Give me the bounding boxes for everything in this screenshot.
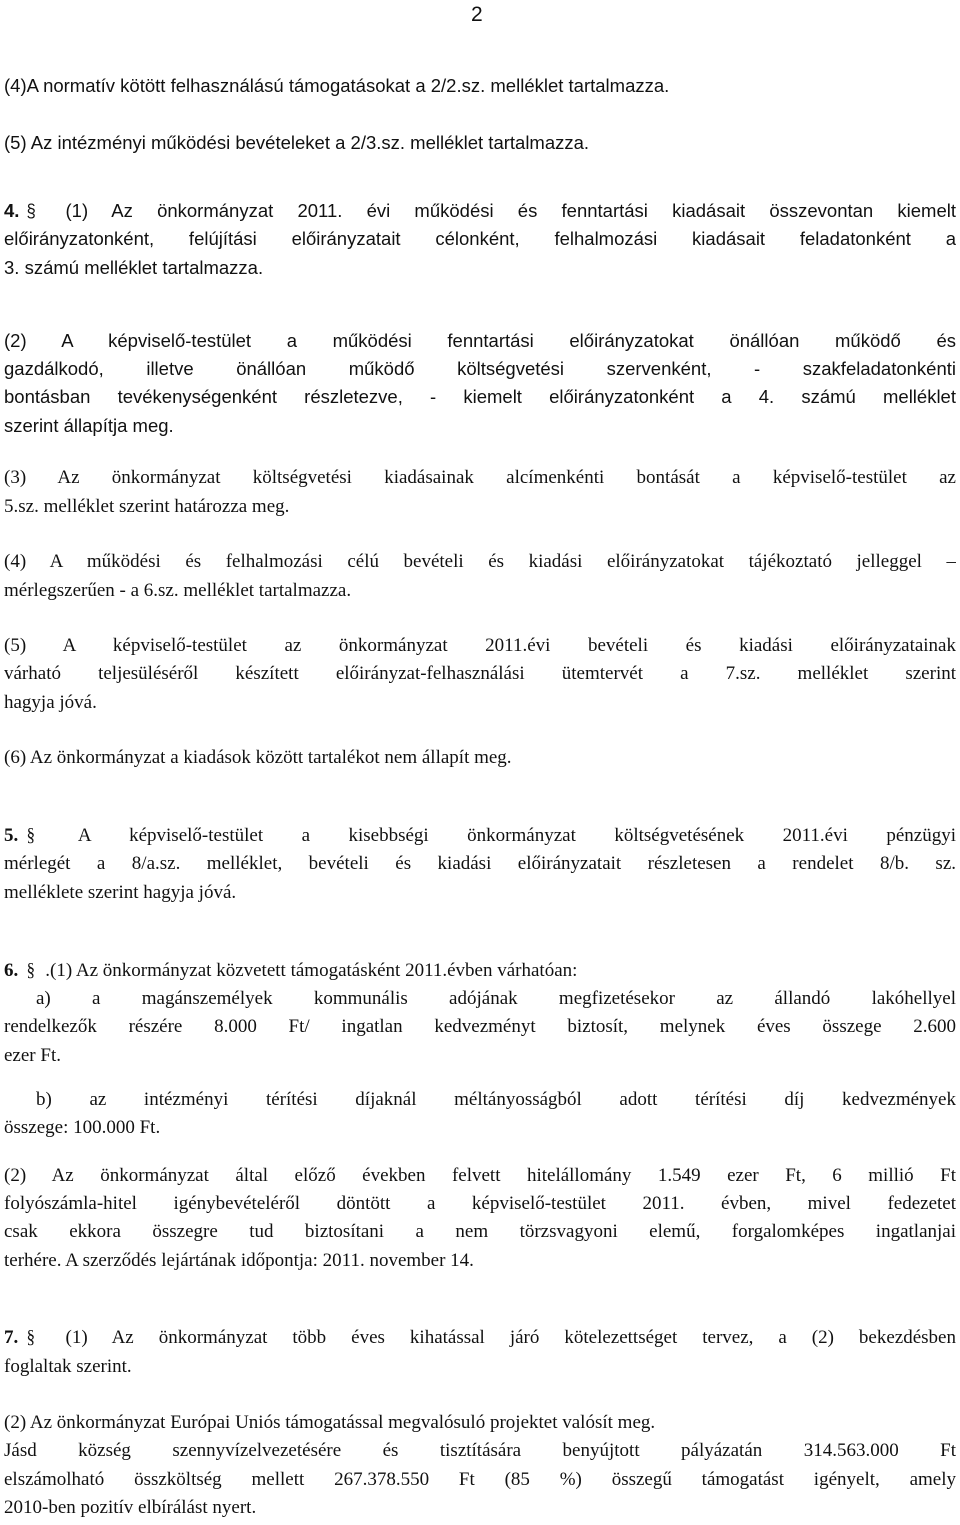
text-line bbox=[4, 1495, 956, 1521]
line-text: melléklete szerint hagyja jóvá. bbox=[4, 882, 237, 903]
text-line bbox=[4, 690, 956, 716]
line-text: szerint állapítja meg. bbox=[4, 415, 174, 436]
text-line bbox=[4, 465, 956, 491]
line-text: terhére. A szerződés lejártának időpontja: 2011. november 14. bbox=[4, 1250, 474, 1271]
text-line bbox=[4, 1163, 956, 1189]
line-text: (5) A képviselő-testület az önkormányzat 2011.évi bevételi és kiadási előirányzatainak bbox=[4, 635, 956, 656]
text-line bbox=[4, 1438, 956, 1464]
section-number: 6. bbox=[4, 960, 19, 981]
text-line bbox=[4, 578, 956, 604]
line-text: b) az intézményi térítési díjaknál méltányosságból adott térítési díj kedvezmények bbox=[36, 1089, 956, 1110]
line-text: előirányzatonként, felújítási előirányzatait célonként, felhalmozási kiadásait feladatonként a bbox=[4, 228, 956, 249]
line-text: ezer Ft. bbox=[4, 1045, 61, 1066]
section-number: 4. bbox=[4, 200, 20, 221]
text-line bbox=[4, 73, 956, 99]
line-text: (4) A működési és felhalmozási célú bevételi és kiadási előirányzatokat tájékoztató jelleggel – bbox=[4, 551, 956, 572]
line-text: várható teljesüléséről készített előirányzat-felhasználási ütemtervét a 7.sz. melléklet szerint bbox=[4, 663, 956, 684]
text-line bbox=[4, 1410, 956, 1436]
text-line bbox=[4, 198, 956, 224]
line-text: mérlegét a 8/a.sz. melléklet, bevételi és kiadási előirányzatait részletesen a rendelet 8/b. sz. bbox=[4, 853, 956, 874]
text-line bbox=[4, 1467, 956, 1493]
text-line bbox=[4, 384, 956, 410]
line-text: a) a magánszemélyek kommunális adójának megfizetésekor az állandó lakóhellyel bbox=[36, 988, 956, 1009]
text-line bbox=[4, 494, 956, 520]
line-text: A képviselő-testület a kisebbségi önkormányzat költségvetésének 2011.évi pénzügyi bbox=[40, 825, 956, 846]
line-text: (5) Az intézményi működési bevételeket a 2/3.sz. melléklet tartalmazza. bbox=[4, 132, 590, 153]
line-text: (3) Az önkormányzat költségvetési kiadásainak alcímenkénti bontását a képviselő-testület az bbox=[4, 467, 956, 488]
line-text: elszámolható összköltség mellett 267.378.550 Ft (85 %) összegű támogatást igényelt, amely bbox=[4, 1469, 956, 1490]
text-line bbox=[4, 823, 956, 849]
text-line bbox=[4, 1191, 956, 1217]
section-sign-icon: § bbox=[26, 200, 36, 221]
text-line bbox=[4, 1325, 956, 1351]
text-line bbox=[4, 880, 956, 906]
text-line bbox=[4, 328, 956, 354]
line-text: .(1) Az önkormányzat közvetett támogatásként 2011.évben várhatóan: bbox=[40, 960, 578, 981]
text-line bbox=[4, 226, 956, 252]
text-line bbox=[4, 958, 956, 984]
section-number: 7. bbox=[4, 1327, 19, 1348]
text-line bbox=[4, 1248, 956, 1274]
line-text: 5.sz. melléklet szerint határozza meg. bbox=[4, 496, 290, 517]
line-text: (6) Az önkormányzat a kiadások között tartalékot nem állapít meg. bbox=[4, 747, 512, 768]
text-line bbox=[36, 986, 956, 1012]
text-line bbox=[4, 1354, 956, 1380]
section-sign-icon: § bbox=[26, 825, 36, 846]
text-line bbox=[4, 1115, 956, 1141]
line-text: (2) A képviselő-testület a működési fenntartási előirányzatokat önállóan működő és bbox=[4, 330, 956, 351]
section-sign-icon: § bbox=[26, 960, 36, 981]
line-text: (4)A normatív kötött felhasználású támogatásokat a 2/2.sz. melléklet tartalmazza. bbox=[4, 75, 670, 96]
text-line bbox=[4, 549, 956, 575]
line-text: (2) Az önkormányzat Európai Uniós támogatással megvalósuló projektet valósít meg. bbox=[4, 1412, 656, 1433]
line-text: 3. számú melléklet tartalmazza. bbox=[4, 257, 264, 278]
line-text: foglaltak szerint. bbox=[4, 1356, 132, 1377]
line-text: gazdálkodó, illetve önállóan működő költségvetési szervenként, - szakfeladatonkénti bbox=[4, 358, 956, 379]
section-number: 5. bbox=[4, 825, 19, 846]
text-line bbox=[4, 1014, 956, 1040]
text-line bbox=[4, 661, 956, 687]
line-text: csak ekkora összegre tud biztosítani a nem törzsvagyoni elemű, forgalomképes ingatlanjai bbox=[4, 1221, 956, 1242]
section-sign-icon: § bbox=[26, 1327, 36, 1348]
line-text: Jásd község szennyvízelvezetésére és tisztítására benyújtott pályázatán 314.563.000 Ft bbox=[4, 1440, 956, 1461]
line-text: hagyja jóvá. bbox=[4, 692, 97, 713]
line-text: rendelkezők részére 8.000 Ft/ ingatlan kedvezményt biztosít, melynek éves összege 2.600 bbox=[4, 1016, 956, 1037]
text-line bbox=[36, 1087, 956, 1113]
line-text: (1) Az önkormányzat több éves kihatással járó kötelezettséget tervez, a (2) bekezdésben bbox=[40, 1327, 956, 1348]
line-text: mérlegszerűen - a 6.sz. melléklet tartalmazza. bbox=[4, 580, 352, 601]
text-line bbox=[4, 745, 956, 771]
page-number: 2 bbox=[471, 3, 483, 26]
text-line bbox=[4, 851, 956, 877]
line-text: összege: 100.000 Ft. bbox=[4, 1117, 161, 1138]
text-line bbox=[4, 413, 956, 439]
line-text: 2010-ben pozitív elbírálást nyert. bbox=[4, 1497, 257, 1518]
text-line bbox=[4, 1219, 956, 1245]
line-text: (1) Az önkormányzat 2011. évi működési és fenntartási kiadásait összevontan kiemelt bbox=[41, 200, 956, 221]
text-line bbox=[4, 633, 956, 659]
text-line bbox=[4, 1043, 956, 1069]
text-line bbox=[4, 356, 956, 382]
text-line bbox=[4, 255, 956, 281]
line-text: folyószámla-hitel igénybevételéről döntött a képviselő-testület 2011. évben, mivel fedezetet bbox=[4, 1193, 956, 1214]
line-text: bontásban tevékenységenként részletezve, - kiemelt előirányzatonként a 4. számú melléklet bbox=[4, 386, 956, 407]
line-text: (2) Az önkormányzat által előző években felvett hitelállomány 1.549 ezer Ft, 6 millió Ft bbox=[4, 1165, 956, 1186]
text-line bbox=[4, 130, 956, 156]
